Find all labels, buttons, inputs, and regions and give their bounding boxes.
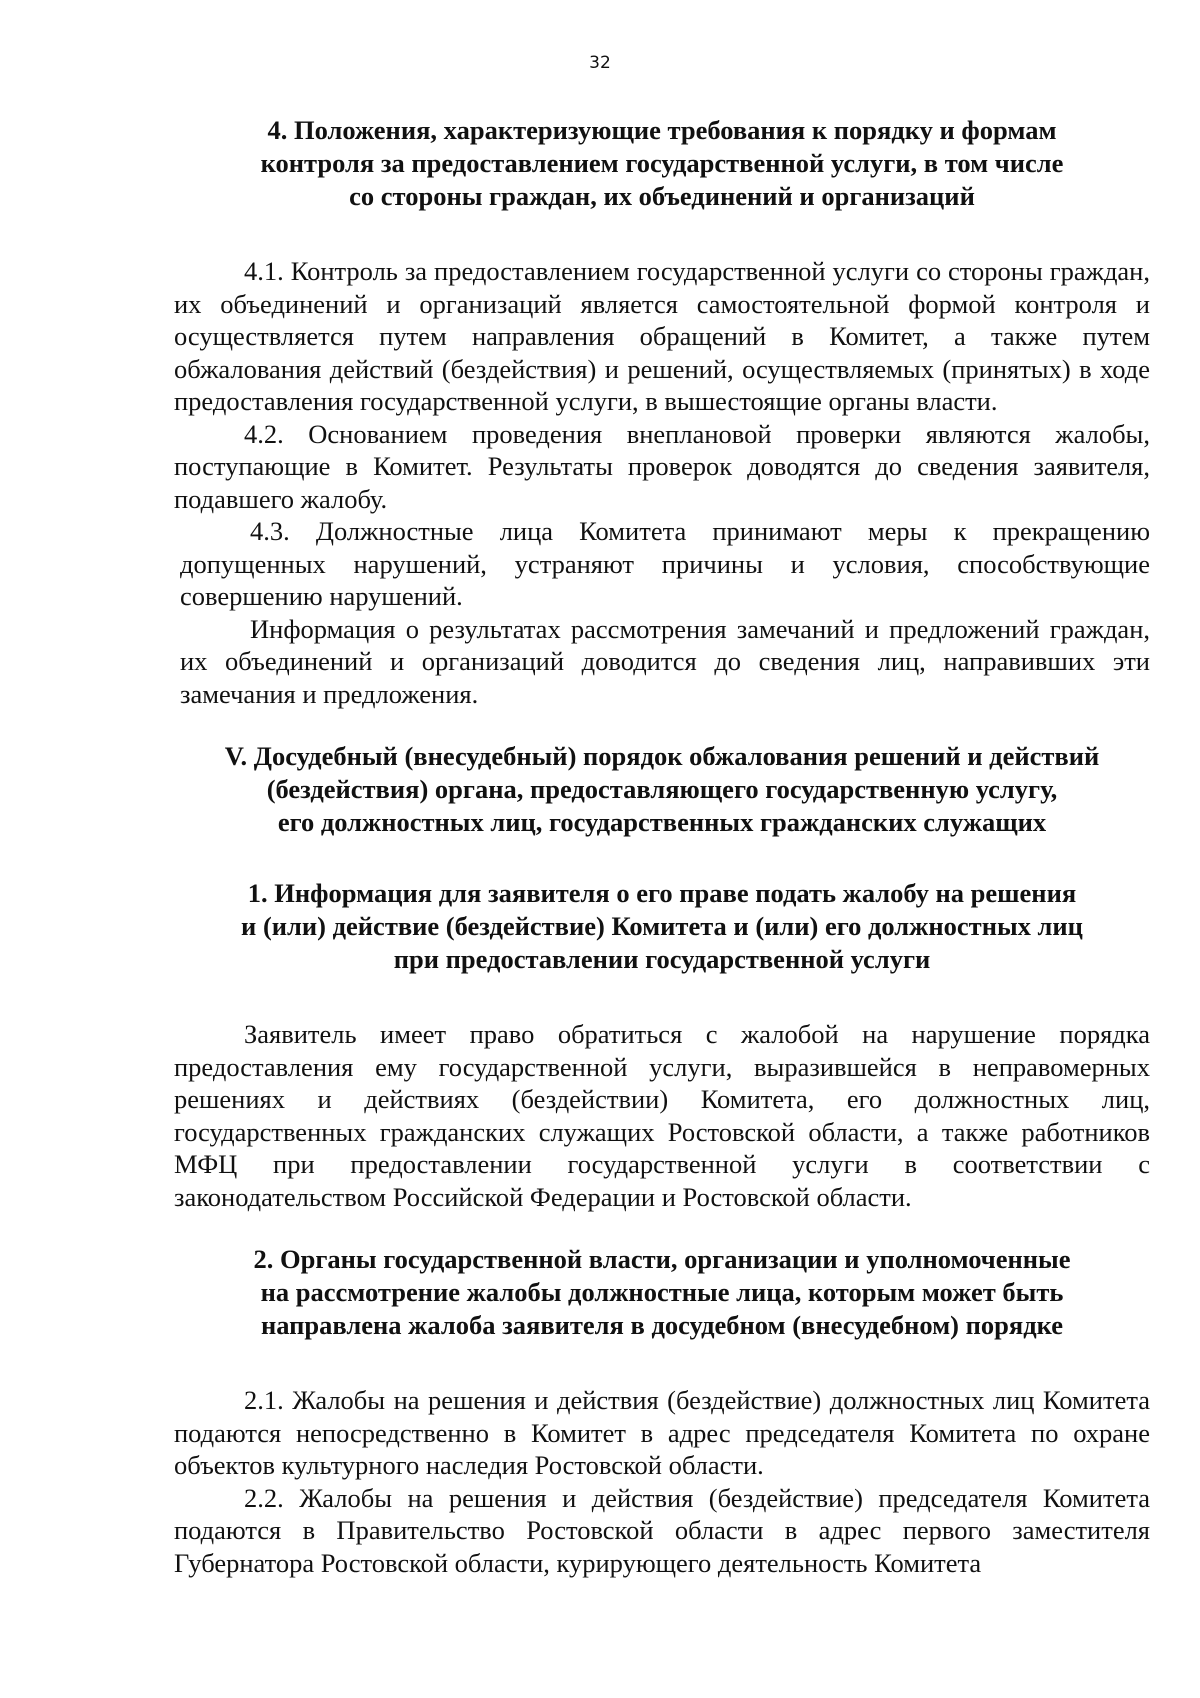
heading-line: со стороны граждан, их объединений и организаций [349, 181, 975, 211]
paragraph-2-2: 2.2. Жалобы на решения и действия (бездействие) председателя Комитета подаются в Правительство Ростовской области в адрес первого заместителя Губернатора Ростовской области, курирующего деятельность Комитета [174, 1482, 1150, 1578]
page-content [174, 114, 1150, 1579]
heading-line: его должностных лиц, государственных гражданских служащих [277, 807, 1047, 837]
heading-line: (бездействия) органа, предоставляющего государственную услугу, [266, 774, 1058, 804]
heading-line: при предоставлении государственной услуги [393, 944, 931, 974]
section-4-heading [174, 114, 1150, 213]
paragraph-2-1: 2.1. Жалобы на решения и действия (бездействие) должностных лиц Комитета подаются непосредственно в Комитет в адрес председателя Комитета по охране объектов культурного наследия Ростовской области. [174, 1385, 1150, 1480]
paragraph-4-2: 4.2. Основанием проведения внеплановой проверки являются жалобы, поступающие в Комитет. Результаты проверок доводятся до сведения заявителя, подавшего жалобу. [174, 418, 1150, 514]
paragraph-4-3: 4.3. Должностные лица Комитета принимают меры к прекращению допущенных нарушений, устраняют причины и условия, способствующие совершению нарушений. [180, 516, 1150, 611]
heading-line: контроля за предоставлением государственной услуги, в том числе [260, 148, 1064, 178]
paragraph-4-1: 4.1. Контроль за предоставлением государственной услуги со стороны граждан, их объединений и организаций является самостоятельной формой контроля и осуществляется путем направления обращений в Комитет, а также путем обжалования действий (бездействия) и решений, осуществляемых (принятых) в ходе предоставления государственной услуги, в вышестоящие органы власти. [174, 256, 1150, 416]
subsection-2-heading [174, 1243, 1150, 1342]
heading-line: направлена жалоба заявителя в досудебном (внесудебном) порядке [260, 1310, 1063, 1340]
subsection-1-heading [174, 877, 1150, 976]
heading-line: 2. Органы государственной власти, организации и уполномоченные [253, 1244, 1071, 1274]
section-v-heading [174, 740, 1150, 839]
page-number: 32 [589, 53, 611, 73]
heading-line: 1. Информация для заявителя о его праве подать жалобу на решения [247, 878, 1077, 908]
heading-line: V. Досудебный (внесудебный) порядок обжалования решений и действий [224, 741, 1100, 771]
paragraph-4-info: Информация о результатах рассмотрения замечаний и предложений граждан, их объединений и организаций доводится до сведения лиц, направивших эти замечания и предложения. [180, 613, 1150, 709]
heading-line: 4. Положения, характеризующие требования к порядку и формам [267, 115, 1057, 145]
paragraph-applicant-rights: Заявитель имеет право обратиться с жалобой на нарушение порядка предоставления ему государственной услуги, выразившейся в неправомерных решениях и действиях (бездействии) Комитета, его должностных лиц, государственных гражданских служащих Ростовской области, а также работников МФЦ при предоставлении государственной услуги в соответствии с законодательством Российской Федерации и Ростовской области. [174, 1019, 1150, 1212]
heading-line: и (или) действие (бездействие) Комитета и (или) его должностных лиц [241, 911, 1083, 941]
heading-line: на рассмотрение жалобы должностные лица, которым может быть [260, 1277, 1064, 1307]
